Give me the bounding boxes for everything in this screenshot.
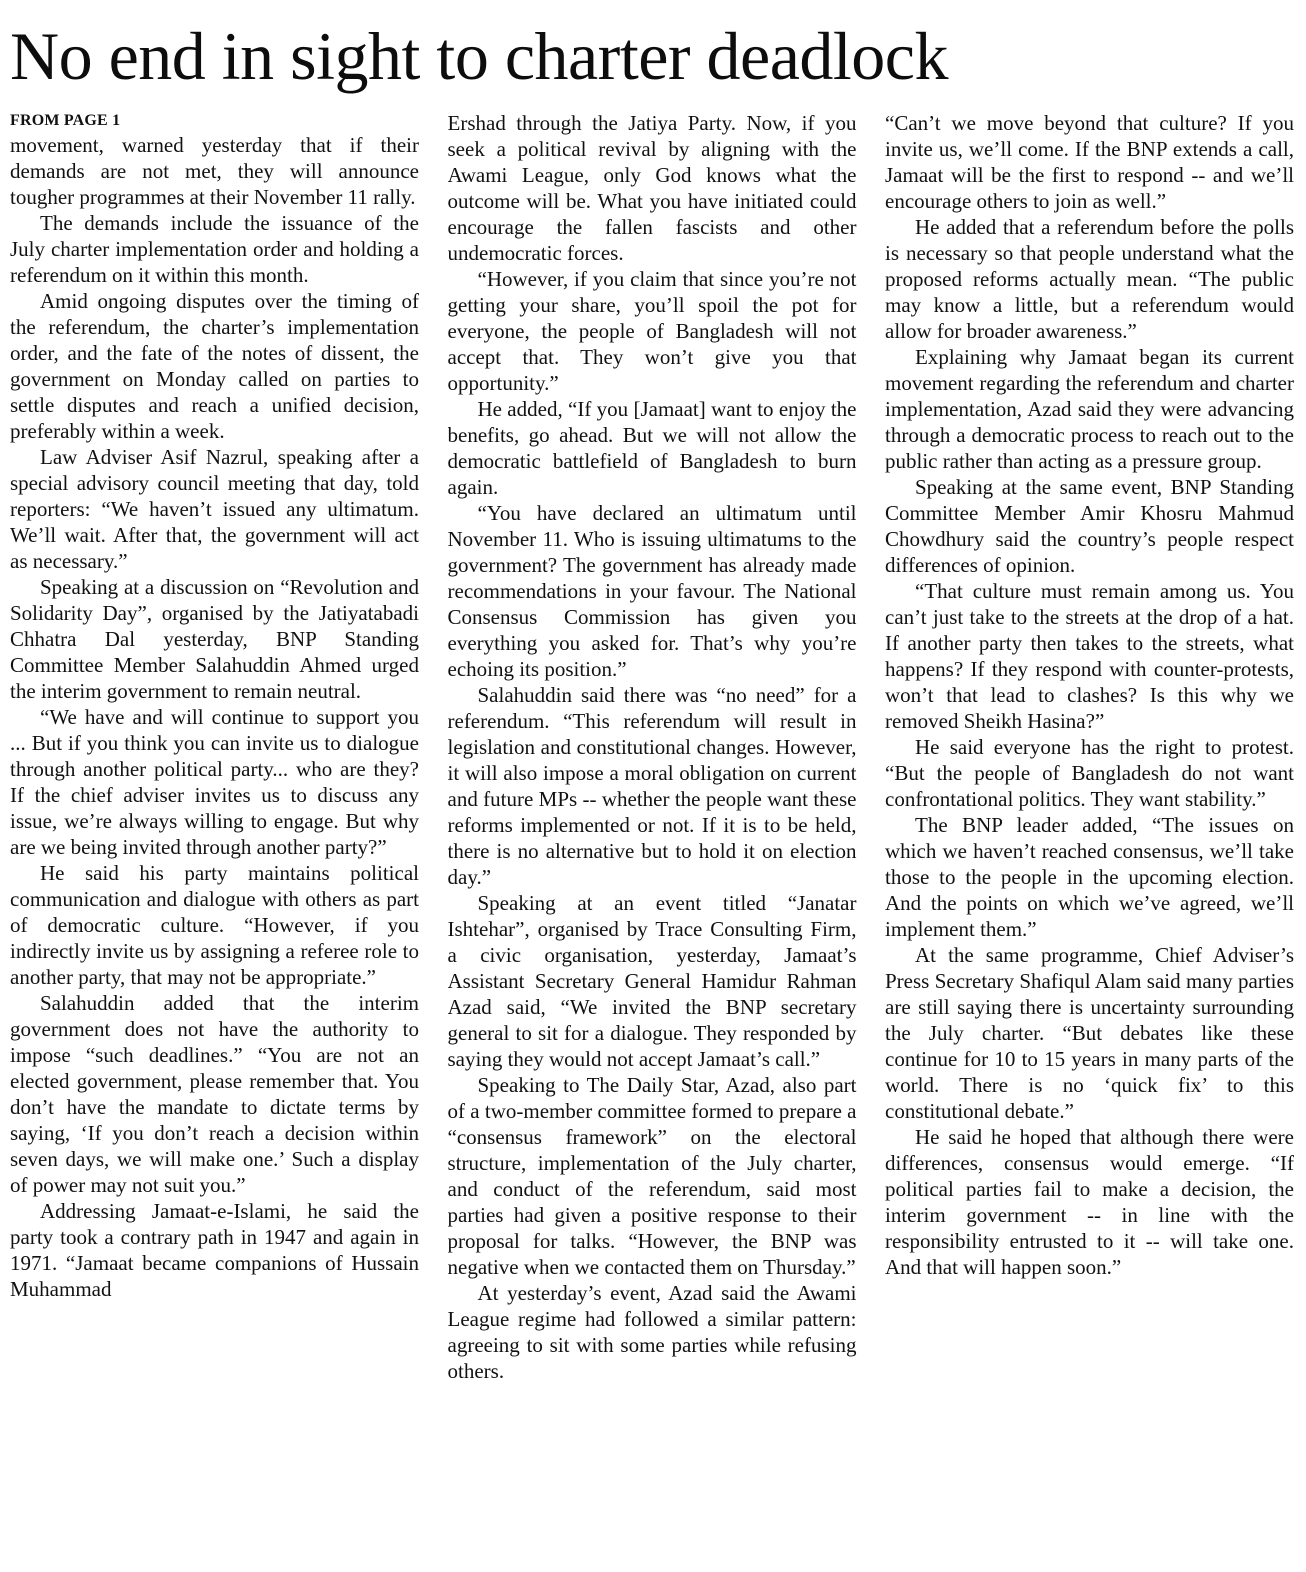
article-paragraph: He said everyone has the right to protest. “But the people of Bangladesh do not want confrontational politics. They want stability.” bbox=[885, 735, 1294, 811]
article-paragraph: He said his party maintains political communication and dialogue with others as part of democratic culture. “However, if you indirectly invite us by assigning a referee role to another party, that may not be appropriate.” bbox=[10, 861, 419, 989]
article-paragraph: Salahuddin added that the interim government does not have the authority to impose “such deadlines.” “You are not an elected government, please remember that. You don’t have the mandate to dictate terms by saying, ‘If you don’t reach a decision within seven days, we will make one.’ Such a display of power may not suit you.” bbox=[10, 991, 419, 1197]
article-paragraph: The BNP leader added, “The issues on which we haven’t reached consensus, we’ll take those to the people in the upcoming election. And the points on which we’ve agreed, we’ll implement them.” bbox=[885, 813, 1294, 941]
article-paragraph: “Can’t we move beyond that culture? If you invite us, we’ll come. If the BNP extends a call, Jamaat will be the first to respond -- and we’ll encourage others to join as well.” bbox=[885, 111, 1294, 213]
article-paragraph: He said he hoped that although there were differences, consensus would emerge. “If political parties fail to make a decision, the interim government -- in line with the responsibility entrusted to it -- will take one. And that will happen soon.” bbox=[885, 1125, 1294, 1279]
article-paragraph: “We have and will continue to support you ... But if you think you can invite us to dialogue through another political party... who are they? If the chief adviser invites us to discuss any issue, we’re always willing to engage. But why are we being invited through another party?” bbox=[10, 705, 419, 859]
article-columns bbox=[10, 110, 1294, 1565]
article-paragraph: He added that a referendum before the polls is necessary so that people understand what the proposed reforms actually mean. “The public may know a little, but a referendum would allow for broader awareness.” bbox=[885, 215, 1294, 343]
article-paragraph: He added, “If you [Jamaat] want to enjoy the benefits, go ahead. But we will not allow the democratic battlefield of Bangladesh to burn again. bbox=[447, 397, 857, 499]
article-paragraph: Explaining why Jamaat began its current movement regarding the referendum and charter implementation, Azad said they were advancing through a democratic process to reach out to the public rather than acting as a pressure group. bbox=[885, 345, 1294, 473]
article-paragraph: “However, if you claim that since you’re not getting your share, you’ll spoil the pot for everyone, the people of Bangladesh will not accept that. They won’t give you that opportunity.” bbox=[447, 267, 857, 395]
article-paragraph: Amid ongoing disputes over the timing of the referendum, the charter’s implementation order, and the fate of the notes of dissent, the government on Monday called on parties to settle disputes and reach a unified decision, preferably within a week. bbox=[10, 289, 419, 443]
article-paragraph: Speaking at the same event, BNP Standing Committee Member Amir Khosru Mahmud Chowdhury said the country’s people respect differences of opinion. bbox=[885, 475, 1294, 577]
article-paragraph: At yesterday’s event, Azad said the Awami League regime had followed a similar pattern: agreeing to sit with some parties while refusing others. bbox=[447, 1281, 857, 1383]
column-3 bbox=[885, 110, 1294, 1565]
column-2 bbox=[448, 110, 857, 1565]
article-paragraph: Speaking to The Daily Star, Azad, also part of a two-member committee formed to prepare a “consensus framework” on the electoral structure, implementation of the July charter, and conduct of the referendum, said most parties had given a positive response to their proposal for talks. “However, the BNP was negative when we contacted them on Thursday.” bbox=[447, 1073, 857, 1279]
article-paragraph: Speaking at an event titled “Janatar Ishtehar”, organised by Trace Consulting Firm, a civic organisation, yesterday, Jamaat’s Assistant Secretary General Hamidur Rahman Azad said, “We invited the BNP secretary general to sit for a dialogue. They responded by saying they would not accept Jamaat’s call.” bbox=[447, 891, 857, 1071]
article-paragraph: Addressing Jamaat-e-Islami, he said the party took a contrary path in 1947 and again in 1971. “Jamaat became companions of Hussain Muhammad bbox=[10, 1199, 419, 1301]
article-paragraph: movement, warned yesterday that if their demands are not met, they will announce tougher programmes at their November 11 rally. bbox=[10, 133, 419, 209]
jump-kicker: FROM PAGE 1 bbox=[10, 112, 121, 129]
column-1 bbox=[10, 110, 419, 1565]
article-paragraph: Law Adviser Asif Nazrul, speaking after a special advisory council meeting that day, told reporters: “We haven’t issued any ultimatum. We’ll wait. After that, the government will act as necessary.” bbox=[10, 445, 419, 573]
headline: No end in sight to charter deadlock bbox=[10, 18, 948, 94]
article-paragraph: Speaking at a discussion on “Revolution and Solidarity Day”, organised by the Jatiyatabadi Chhatra Dal yesterday, BNP Standing Committee Member Salahuddin Ahmed urged the interim government to remain neutral. bbox=[10, 575, 419, 703]
article-paragraph: The demands include the issuance of the July charter implementation order and holding a referendum on it within this month. bbox=[10, 211, 419, 287]
article-paragraph: “That culture must remain among us. You can’t just take to the streets at the drop of a hat. If another party then takes to the streets, what happens? If they respond with counter-protests, won’t that lead to clashes? Is this why we removed Sheikh Hasina?” bbox=[885, 579, 1294, 733]
article-paragraph: “You have declared an ultimatum until November 11. Who is issuing ultimatums to the government? The government has already made recommendations in your favour. The National Consensus Commission has given you everything you asked for. That’s why you’re echoing its position.” bbox=[447, 501, 857, 681]
article-paragraph: Salahuddin said there was “no need” for a referendum. “This referendum will result in legislation and constitutional changes. However, it will also impose a moral obligation on current and future MPs -- whether the people want these reforms implemented or not. If it is to be held, there is no alternative but to hold it on election day.” bbox=[447, 683, 857, 889]
article-paragraph: Ershad through the Jatiya Party. Now, if you seek a political revival by aligning with the Awami League, only God knows what the outcome will be. What you have initiated could encourage the fallen fascists and other undemocratic forces. bbox=[447, 111, 857, 265]
article-paragraph: At the same programme, Chief Adviser’s Press Secretary Shafiqul Alam said many parties are still saying there is uncertainty surrounding the July charter. “But debates like these continue for 10 to 15 years in many parts of the world. There is no ‘quick fix’ to this constitutional debate.” bbox=[885, 943, 1294, 1123]
